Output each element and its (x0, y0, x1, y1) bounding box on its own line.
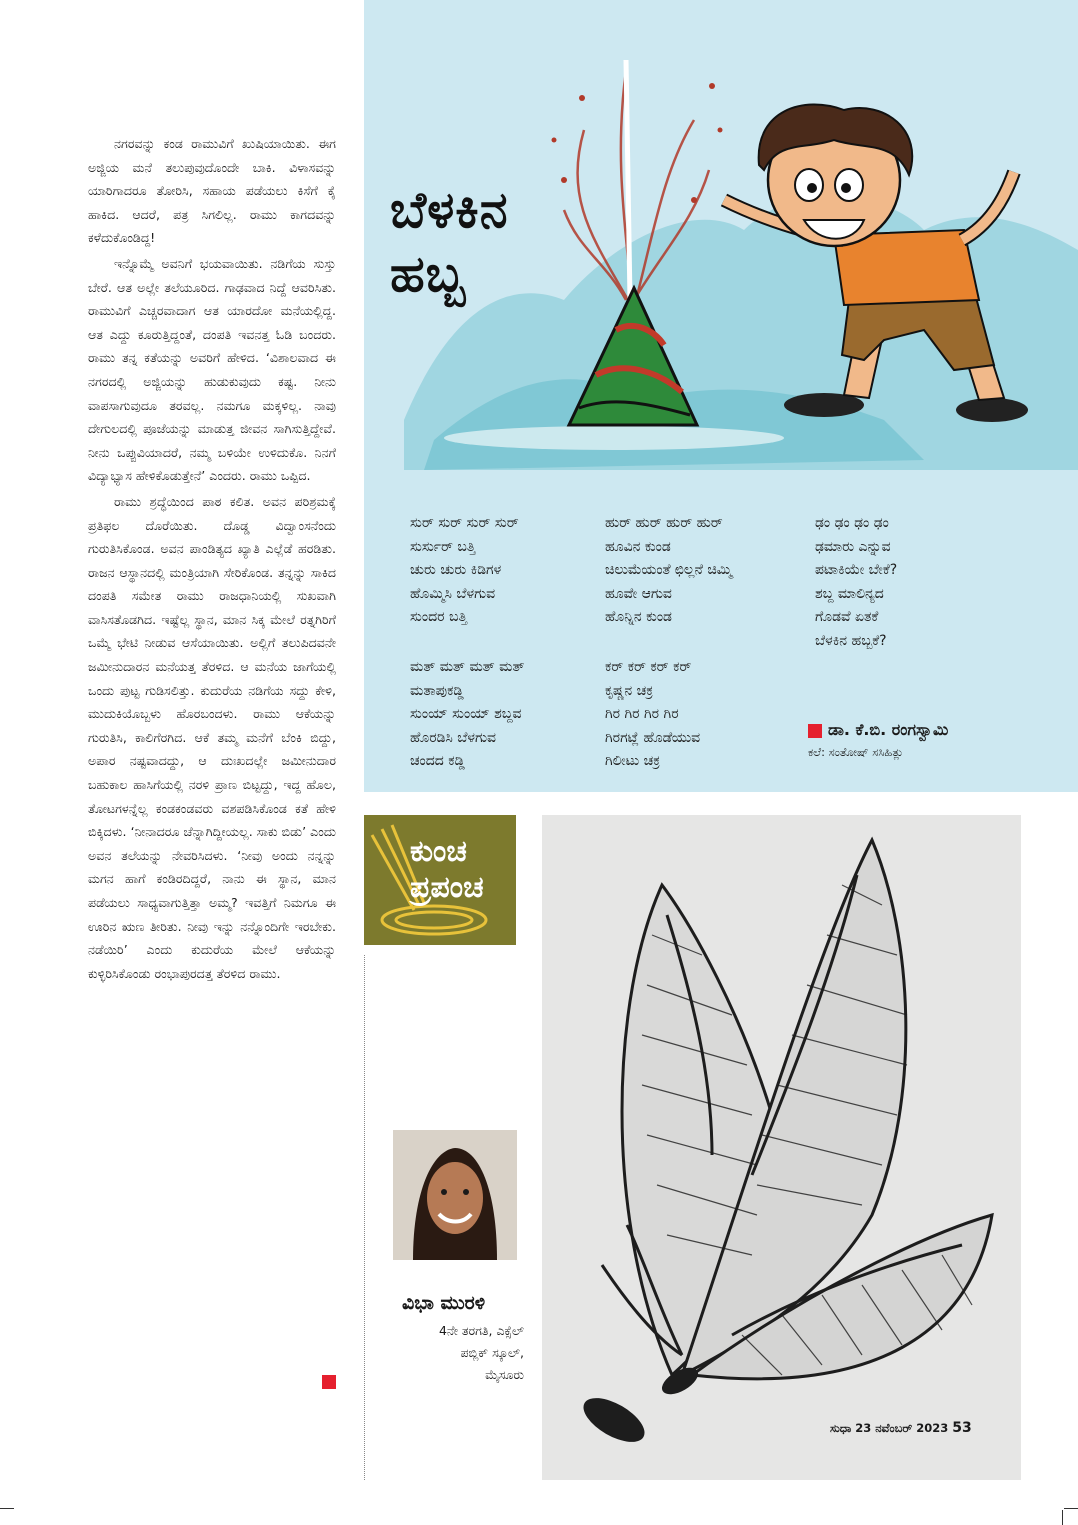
art-credit: ಕಲೆ: ಸಂತೋಷ್ ಸಸಿಹಿತ್ಲು (808, 745, 904, 759)
poem-line: ಗಿರ ಗಿರ ಗಿರ ಗಿರ (605, 706, 679, 722)
poem-author: ಡಾ. ಕೆ.ಬಿ. ರಂಗಸ್ವಾಮಿ (828, 720, 949, 739)
page-number: 53 (952, 1420, 972, 1436)
poem-line: ಬೆಳಕಿನ ಹಬ್ಬಕೆ? (815, 632, 887, 649)
byline-marker (808, 724, 822, 738)
poem-line: ಸುರ್ಸುರ್ ಬತ್ತಿ (410, 538, 476, 555)
poem-line: ಹೊರಡಿಸಿ ಬೆಳಗುವ (410, 729, 497, 746)
poem-line: ಢಮಾರು ಎನ್ನುವ (815, 538, 891, 555)
story-paragraph: ರಾಮು ಶ್ರದ್ಧೆಯಿಂದ ಪಾಠ ಕಲಿತ. ಅವನ ಪರಿಶ್ರಮಕ್ಕೆ ಪ್ರತಿಫಲ ದೊರೆಯಿತು. ದೊಡ್ಡ ವಿದ್ವಾಂಸನೆಂದು ಗುರುತಿಸಿಕೊಂಡ. ಅವನ ಪಾಂಡಿತ್ಯದ ಖ್ಯಾತಿ ಎಲ್ಲೆಡೆ ಹರಡಿತು. ರಾಜನ ಆಸ್ಥಾನದಲ್ಲಿ ಮಂತ್ರಿಯಾಗಿ ಸೇರಿಕೊಂಡ. ತನ್ನನ್ನು ಸಾಕಿದ ದಂಪತಿ ಸಮೇತ ರಾಮು ರಾಜಧಾನಿಯಲ್ಲಿ ಸುಖವಾಗಿ ವಾಸಿಸತೊಡಗಿದ. ಇಷ್ಟೆಲ್ಲ ಸ್ಥಾನ, ಮಾನ ಸಿಕ್ಕ ಮೇಲೆ ರತ್ನಗಿರಿಗೆ ಒಮ್ಮೆ ಭೇಟಿ ನೀಡುವ ಆಸೆಯಾಯಿತು. ಅಲ್ಲಿಗೆ ತಲುಪಿದವನೇ ಜಮೀನುದಾರನ ಮನೆಯತ್ತ ತೆರಳಿದ. ಆ ಮನೆಯ ಜಾಗೆಯಲ್ಲಿ ಒಂದು ಪುಟ್ಟ ಗುಡಿಸಲಿತ್ತು. ಕುದುರೆಯ ನಡಿಗೆಯ ಸದ್ದು ಕೇಳಿ, ಮುದುಕಿಯೊಬ್ಬಳು ಹೊರಬಂದಳು. ರಾಮು ಆಕೆಯನ್ನು ಗುರುತಿಸಿ, ಕಾಲಿಗೆರಗಿದ. ಆಕೆ ತಮ್ಮ ಮನೆಗೆ ಬೆಂಕಿ ಬಿದ್ದು, ಅಪಾರ ನಷ್ಟವಾದದ್ದು, ಆ ದುಃಖದಲ್ಲೇ ಜಮೀನುದಾರ ಬಹುಕಾಲ ಹಾಸಿಗೆಯಲ್ಲಿ ನರಳಿ ಪ್ರಾಣ ಬಿಟ್ಟದ್ದು, ಇದ್ದ ಹೊಲ, ತೋಟಗಳನ್ನೆಲ್ಲ ಕಂಡಕಂಡವರು ವಶಪಡಿಸಿಕೊಂಡ ಕತೆ ಹೇಳಿ ಬಿಕ್ಕಿದಳು. ‘ನೀನಾದರೂ ಚೆನ್ನಾಗಿದ್ದೀಯಲ್ಲ. ಸಾಕು ಬಿಡು’ ಎಂದು ಅವನ ತಲೆಯನ್ನು ನೇವರಿಸಿದಳು. ‘ನೀವು ಅಂದು ನನ್ನನ್ನು ಮಗನ ಹಾಗೆ ಕಂಡಿರದಿದ್ದರೆ, ನಾನು ಈ ಸ್ಥಾನ, ಮಾನ ಪಡೆಯಲು ಸಾಧ್ಯವಾಗುತ್ತಿತ್ತಾ ಅಮ್ಮ? ಇವತ್ತಿಗೆ ನಿಮಗೂ ಈ ಊರಿನ ಋಣ ತೀರಿತು. ನೀವು ಇನ್ನು ನನ್ನೊಂದಿಗೇ ಇರಬೇಕು. ನಡೆಯಿರಿ’ ಎಂದು ಕುದುರೆಯ ಮೇಲೆ ಆಕೆಯನ್ನು ಕುಳ್ಳಿರಿಸಿಕೊಂಡು ರಂಭಾಪುರದತ್ತ ತೆರಳಿದ ರಾಮು. (88, 493, 336, 981)
issue-label: ಸುಧಾ 23 ನವೆಂಬರ್ 2023 (830, 1421, 949, 1435)
portrait-image (393, 1130, 517, 1260)
story-end-mark (322, 1375, 336, 1389)
poem-line: ಗೊಡವೆ ಏತಕೆ (815, 609, 879, 625)
artist-city: ಮೈಸೂರು (485, 1367, 524, 1382)
page-footer (830, 1420, 972, 1436)
poem-title-line: ಬೆಳಕಿನ (390, 181, 509, 239)
poem-stanza (815, 512, 897, 653)
poem-title (390, 178, 509, 306)
artist-grade: 4ನೇ ತರಗತಿ, ಎಕ್ಸೆಲ್ (438, 1323, 524, 1338)
artist-school: ಪಬ್ಲಿಕ್ ಸ್ಕೂಲ್, (460, 1345, 524, 1360)
butterfly-icon (542, 815, 1021, 1480)
poem-line: ಹುರ್ ಹುರ್ ಹುರ್ ಹುರ್ (605, 515, 723, 531)
poem-stanza (605, 656, 700, 774)
poem-line: ಚುರು ಚುರು ಕಿಡಿಗಳ (410, 562, 502, 578)
artist-name: ವಿಭಾ ಮುರಳಿ (402, 1292, 486, 1314)
poem-line: ಸುಂಯ್ ಸುಂಯ್ ಶಬ್ದವ (410, 706, 522, 722)
poem-line: ಢಂ ಢಂ ಢಂ ಢಂ (815, 515, 889, 531)
column-divider (364, 955, 367, 1480)
story-paragraph: ಇನ್ನೊಮ್ಮೆ ಅವನಿಗೆ ಭಯವಾಯಿತು. ನಡಿಗೆಯ ಸುಸ್ತು ಬೇರೆ. ಆತ ಅಲ್ಲೇ ತಲೆಯೂರಿದ. ಗಾಢವಾದ ನಿದ್ದೆ ಆವರಿಸಿತು. ರಾಮುವಿಗೆ ಎಚ್ಚರವಾದಾಗ ಆತ ಯಾರದೋ ಮನೆಯಲ್ಲಿದ್ದ. ಆತ ಎದ್ದು ಕೂರುತ್ತಿದ್ದಂತೆ, ದಂಪತಿ ಇವನತ್ತ ಓಡಿ ಬಂದರು. ರಾಮು ತನ್ನ ಕತೆಯನ್ನು ಅವರಿಗೆ ಹೇಳಿದ. ‘ವಿಶಾಲವಾದ ಈ ನಗರದಲ್ಲಿ ಅಜ್ಜಿಯನ್ನು ಹುಡುಕುವುದು ಕಷ್ಟ. ನೀನು ವಾಪಸಾಗುವುದೂ ತರವಲ್ಲ. ನಮಗೂ ಮಕ್ಕಳಿಲ್ಲ. ನಾವು ದೇಗುಲದಲ್ಲಿ ಪೂಜೆಯನ್ನು ಮಾಡುತ್ತ ಜೀವನ ಸಾಗಿಸುತ್ತಿದ್ದೇವೆ. ನೀನು ಒಪ್ಪುವಿಯಾದರೆ, ನಮ್ಮ ಬಳಿಯೇ ಉಳಿದುಕೊ. ನಿನಗೆ ವಿದ್ಯಾಭ್ಯಾಸ ಹೇಳಿಕೊಡುತ್ತೇನೆ’ ಎಂದರು. ರಾಮು ಒಪ್ಪಿದ. (88, 255, 336, 484)
poem-line: ಸುಂದರ ಬತ್ತಿ (410, 609, 468, 625)
artist-photo (393, 1130, 517, 1260)
story-paragraph: ನಗರವನ್ನು ಕಂಡ ರಾಮುವಿಗೆ ಖುಷಿಯಾಯಿತು. ಈಗ ಅಜ್ಜಿಯ ಮನೆ ತಲುಪುವುದೊಂದೇ ಬಾಕಿ. ವಿಳಾಸವನ್ನು ಯಾರಿಗಾದರೂ ತೋರಿಸಿ, ಸಹಾಯ ಪಡೆಯಲು ಕಿಸೆಗೆ ಕೈ ಹಾಕಿದ. ಆದರೆ, ಪತ್ರ ಸಿಗಲಿಲ್ಲ. ರಾಮು ಕಾಗದವನ್ನು ಕಳೆದುಕೊಂಡಿದ್ದ! (88, 136, 336, 246)
poem-line: ಕೃಷ್ಣನ ಚಕ್ರ (605, 682, 654, 699)
poem-title-line: ಹಬ್ಬ (390, 245, 467, 303)
poem-stanza (410, 512, 519, 630)
crop-mark (1062, 1510, 1063, 1525)
crop-mark (0, 1508, 14, 1509)
poem-line: ಗಿಲೀಟು ಚಕ್ರ (605, 753, 661, 769)
poem-line: ಪಟಾಕಿಯೇ ಬೇಕೆ? (815, 562, 898, 578)
artist-details (418, 1320, 524, 1386)
story-column (88, 132, 336, 987)
poem-line: ಹೂವಿನ ಕುಂಡ (605, 538, 671, 555)
poem-line: ಮತಾಪುಕಡ್ಡಿ (410, 682, 464, 699)
poem-line: ಸುರ್ ಸುರ್ ಸುರ್ ಸುರ್ (410, 515, 519, 531)
poem-line: ಗಿರಗಟ್ಲೆ ಹೊಡೆಯುವ (605, 729, 701, 746)
poem-line: ಚಿಲುಮೆಯಂತೆ ಛಿಲ್ಲನೆ ಚಿಮ್ಮಿ (605, 562, 733, 578)
poem-stanza (410, 656, 524, 774)
kuncha-prapancha-title (410, 834, 484, 906)
poem-line: ಕರ್ ಕರ್ ಕರ್ ಕರ್ (605, 659, 692, 675)
butterfly-drawing (542, 815, 1021, 1480)
poem-line: ಹೂವೇ ಆಗುವ (605, 585, 672, 602)
poem-line: ಶಬ್ದ ಮಾಲಿನ್ಯದ (815, 585, 884, 602)
poem-line: ಹೊನ್ನಿನ ಕುಂಡ (605, 609, 672, 625)
poem-line: ಮತ್ ಮತ್ ಮತ್ ಮತ್ (410, 659, 525, 675)
badge-title-line: ಪ್ರಪಂಚ (410, 870, 484, 905)
poem-line: ಹೊಮ್ಮಿಸಿ ಬೆಳಗುವ (410, 585, 496, 602)
poem-stanza (605, 512, 732, 630)
badge-title-line: ಕುಂಚ (410, 834, 467, 869)
poem-line: ಚಂದದ ಕಡ್ಡಿ (410, 753, 466, 769)
crop-mark (1064, 1508, 1078, 1509)
